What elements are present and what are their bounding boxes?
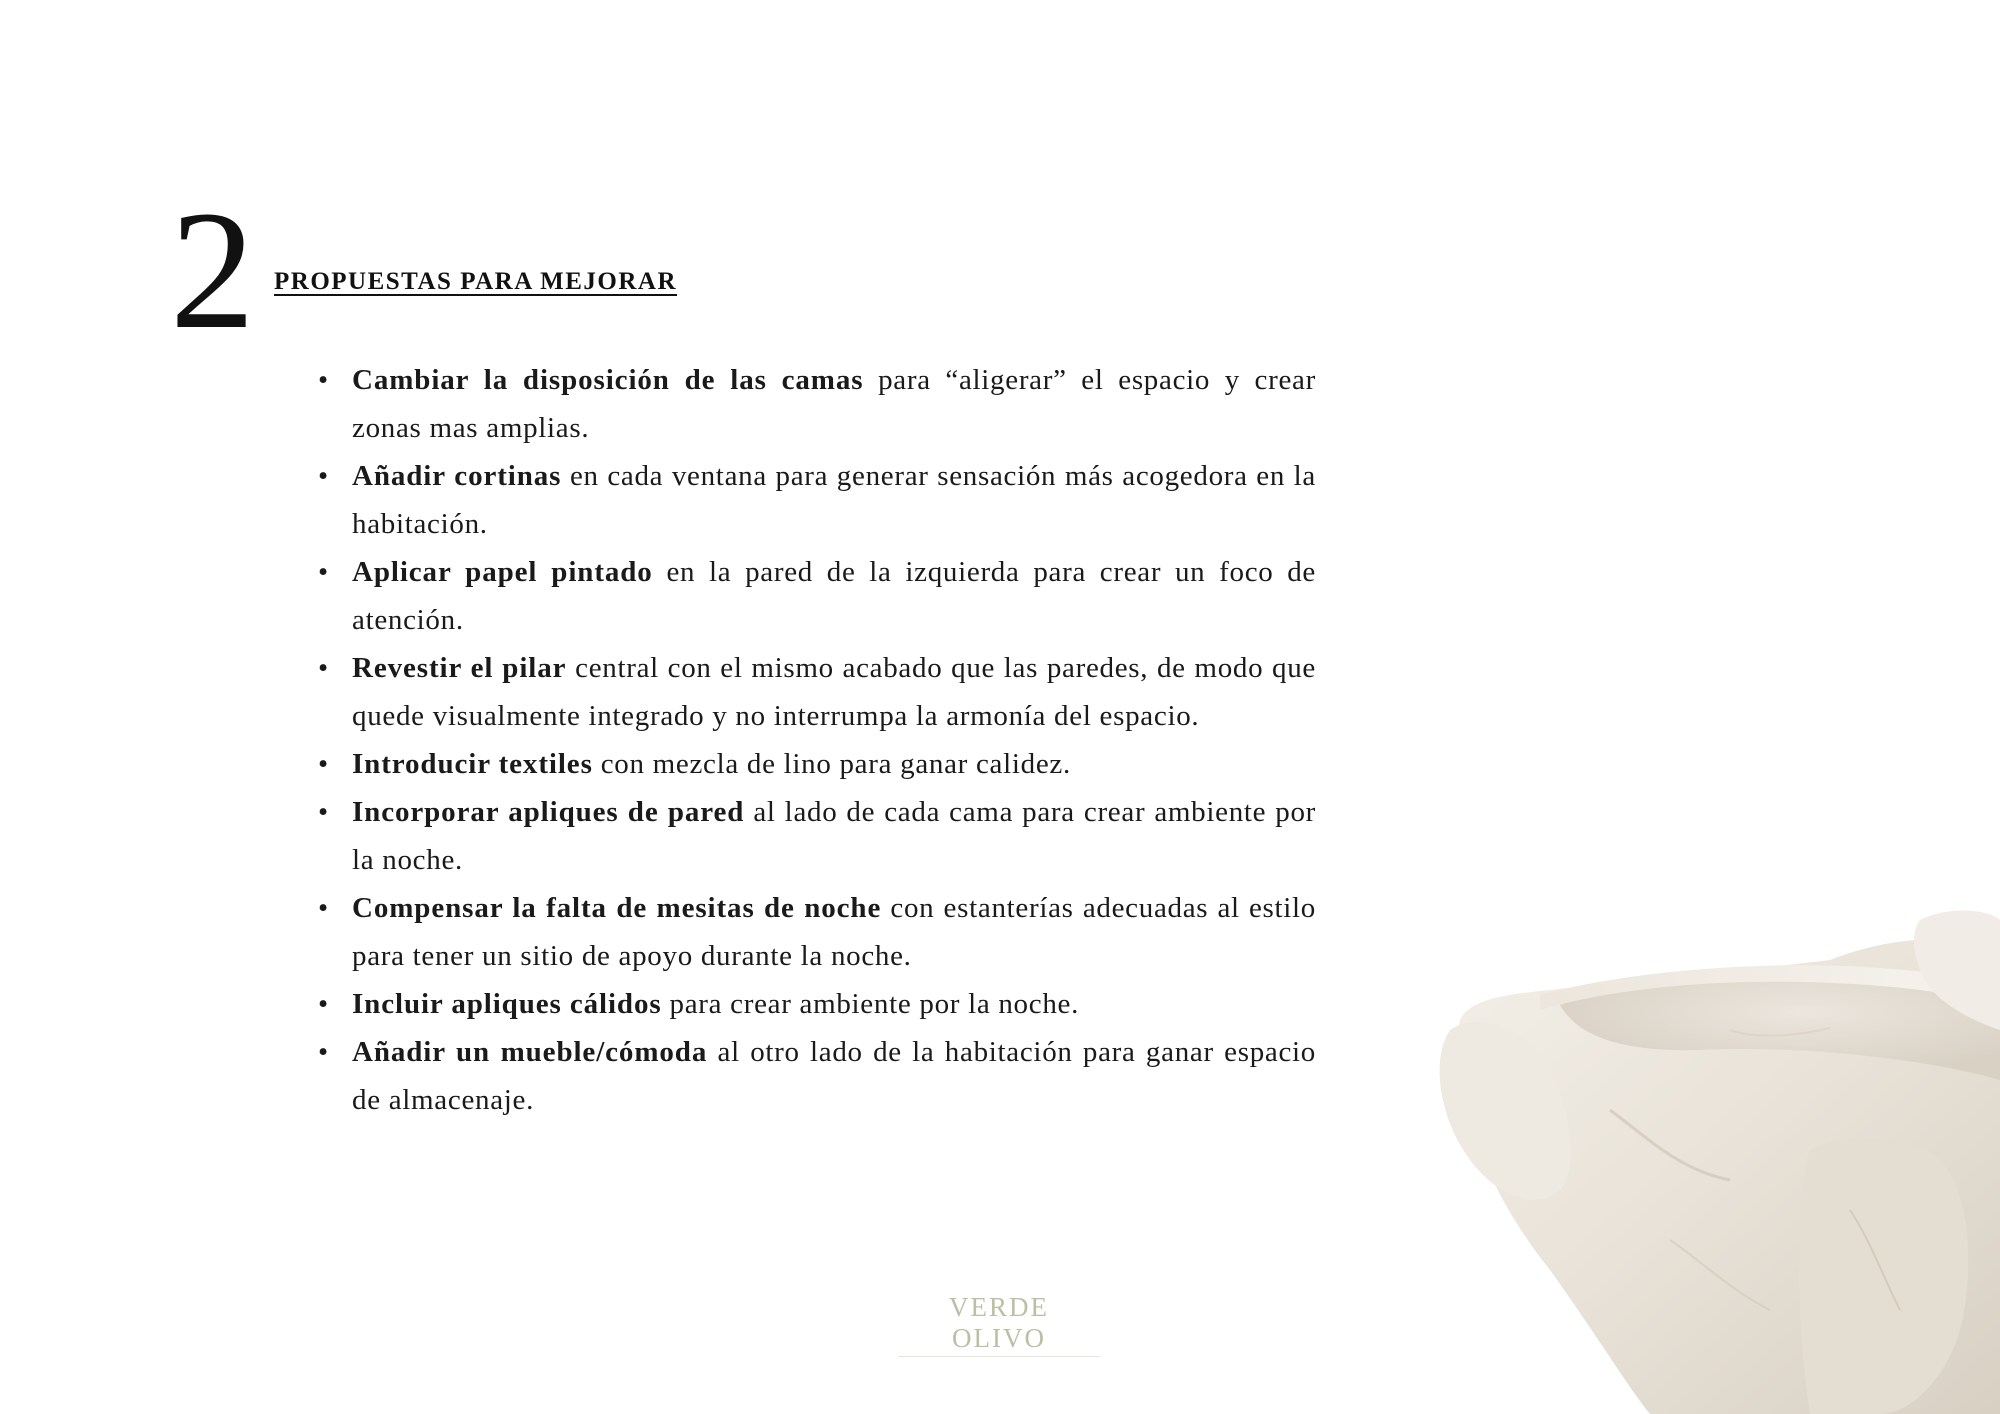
section-number: 2 (170, 176, 255, 364)
proposal-list (316, 356, 1316, 1124)
item-bold-text: Añadir un mueble/cómoda (352, 1036, 708, 1068)
item-bold-text: Añadir cortinas (352, 460, 562, 492)
item-bold-text: Revestir el pilar (352, 652, 567, 684)
list-item (316, 740, 1316, 788)
bullet-icon: • (318, 364, 329, 396)
bullet-icon: • (318, 748, 329, 780)
list-item (316, 548, 1316, 644)
list-item (316, 452, 1316, 548)
marble-mortar-image (1430, 910, 2000, 1414)
item-text: al lado de cada cama para crear ambiente por la noche. (352, 796, 1316, 876)
item-bold-text: Compensar la falta de mesitas de noche (352, 892, 882, 924)
list-item (316, 356, 1316, 452)
item-bold-text: Incluir apliques cálidos (352, 988, 662, 1020)
bullet-icon: • (318, 988, 329, 1020)
item-bold-text: Aplicar papel pintado (352, 556, 653, 588)
bullet-icon: • (318, 556, 329, 588)
list-item (316, 644, 1316, 740)
bullet-icon: • (318, 796, 329, 828)
item-bold-text: Cambiar la disposición de las camas (352, 364, 864, 396)
list-item (316, 788, 1316, 884)
list-item (316, 1028, 1316, 1124)
item-text: con mezcla de lino para ganar calidez. (592, 748, 1071, 780)
item-text: para crear ambiente por la noche. (661, 988, 1080, 1020)
footer-brand: VERDE OLIVO (898, 1292, 1100, 1357)
list-item (316, 884, 1316, 980)
bullet-icon: • (318, 460, 329, 492)
item-text: en cada ventana para generar sensación más acogedora en la habitación. (352, 460, 1316, 540)
bullet-icon: • (318, 652, 329, 684)
item-bold-text: Introducir textiles (352, 748, 593, 780)
item-text: central con el mismo acabado que las paredes, de modo que quede visualmente integrado y no interrumpa la armonía del espacio. (352, 652, 1316, 732)
section-title: PROPUESTAS PARA MEJORAR (274, 268, 678, 295)
bullet-icon: • (318, 1036, 329, 1068)
item-text: con estanterías adecuadas al estilo para tener un sitio de apoyo durante la noche. (352, 892, 1316, 972)
item-text: en la pared de la izquierda para crear un foco de atención. (352, 556, 1316, 636)
item-bold-text: Incorporar apliques de pared (352, 796, 745, 828)
item-text: para “aligerar” el espacio y crear zonas mas amplias. (352, 364, 1316, 444)
bullet-icon: • (318, 892, 329, 924)
item-text: al otro lado de la habitación para ganar espacio de almacenaje. (352, 1036, 1316, 1116)
list-item (316, 980, 1316, 1028)
